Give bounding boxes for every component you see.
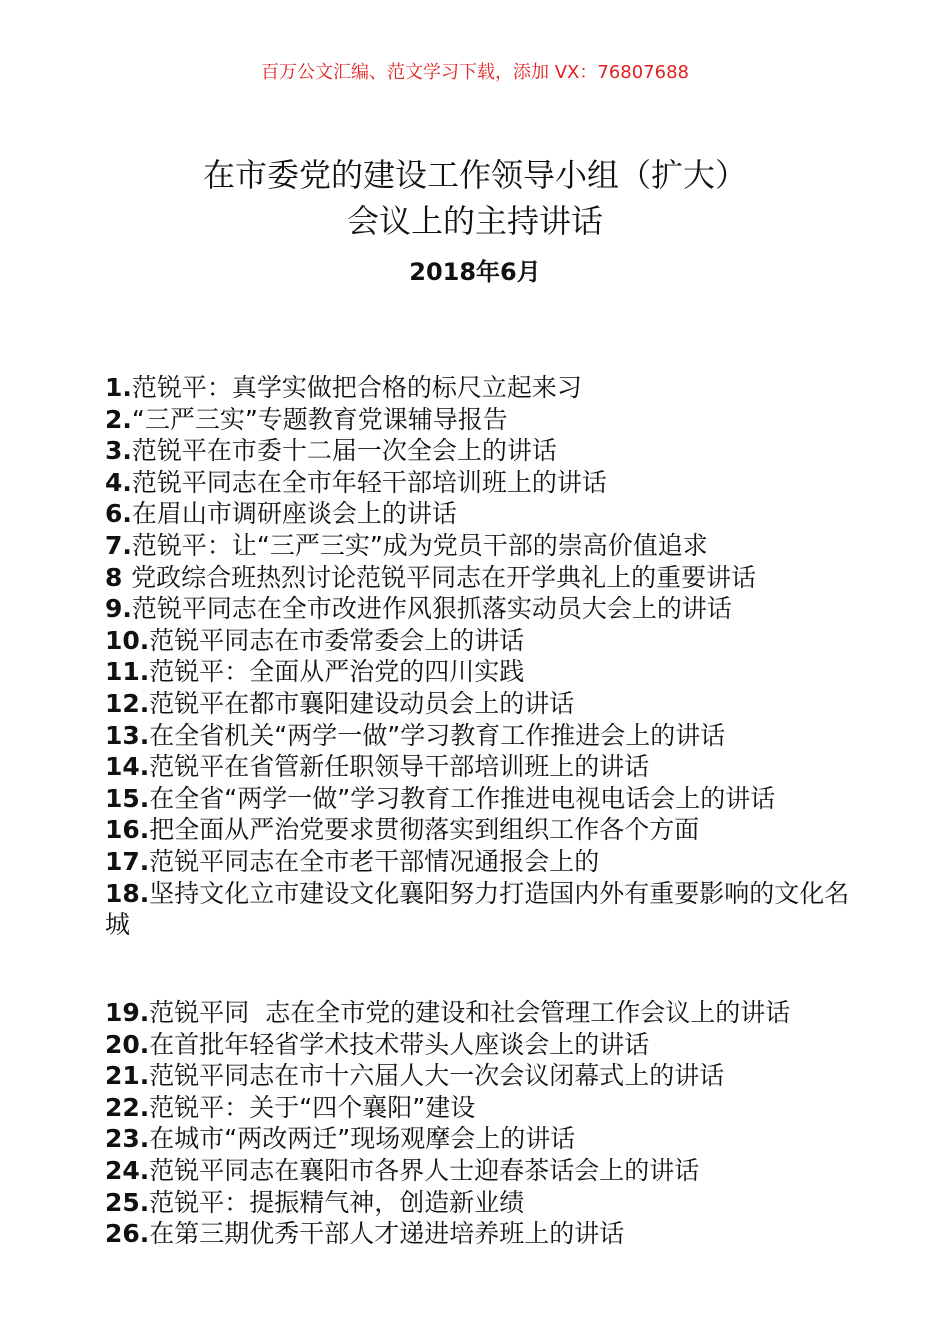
item-number: 14. bbox=[105, 752, 150, 782]
item-number: 12. bbox=[105, 688, 150, 718]
header-note: 百万公文汇编、范文学习下载，添加 VX：76807688 bbox=[261, 62, 689, 83]
item-title: 在第三期优秀干部人才递进培养班上的讲话 bbox=[149, 1219, 625, 1249]
list-item bbox=[105, 656, 853, 688]
item-title: 把全面从严治党要求贯彻落实到组织工作各个方面 bbox=[149, 815, 700, 845]
list-item bbox=[105, 688, 853, 720]
list-item bbox=[105, 467, 853, 499]
item-title: 在眉山市调研座谈会上的讲话 bbox=[131, 499, 457, 529]
item-title: 范锐平同志在全市老干部情况通报会上的 bbox=[149, 846, 600, 876]
item-number: 21. bbox=[105, 1061, 150, 1091]
item-title: 坚持文化立市建设文化襄阳努力打造国内外有重要影响的文化名城 bbox=[105, 878, 850, 940]
list-item bbox=[105, 814, 853, 846]
item-number: 4. bbox=[105, 467, 132, 497]
item-title: 范锐平在都市襄阳建设动员会上的讲话 bbox=[149, 688, 575, 718]
item-number: 16. bbox=[105, 815, 150, 845]
list-item bbox=[105, 625, 853, 657]
item-number: 17. bbox=[105, 846, 150, 876]
title-line-1: 在市委党的建设工作领导小组（扩大） bbox=[202, 156, 747, 194]
item-number: 25. bbox=[105, 1187, 150, 1217]
item-number: 15. bbox=[105, 783, 150, 813]
list-item bbox=[105, 435, 853, 467]
item-number: 26. bbox=[105, 1219, 150, 1249]
item-title: 范锐平：真学实做把合格的标尺立起来习 bbox=[131, 373, 582, 402]
title-line-2: 会议上的主持讲话 bbox=[346, 202, 603, 240]
list-item bbox=[105, 1092, 853, 1124]
item-title: 在城市“两改两迁”现场观摩会上的讲话 bbox=[149, 1124, 576, 1154]
item-number: 1. bbox=[105, 373, 132, 402]
item-title: 范锐平同 志在全市党的建设和社会管理工作会议上的讲话 bbox=[149, 998, 791, 1027]
list-item bbox=[105, 997, 853, 1029]
item-title: 在首批年轻省学术技术带头人座谈会上的讲话 bbox=[149, 1029, 650, 1059]
list-item bbox=[105, 751, 853, 783]
list-item bbox=[105, 372, 853, 404]
item-number: 11. bbox=[105, 657, 150, 687]
list-item bbox=[105, 1187, 853, 1219]
list-item bbox=[105, 593, 853, 625]
list-item bbox=[105, 878, 853, 941]
item-title: 范锐平：让“三严三实”成为党员干部的崇高价值追求 bbox=[131, 530, 708, 560]
item-title: 范锐平在市委十二届一次全会上的讲话 bbox=[131, 436, 557, 466]
list-item bbox=[105, 1123, 853, 1155]
item-number: 24. bbox=[105, 1155, 150, 1185]
item-number: 18. bbox=[105, 878, 150, 908]
list-item bbox=[105, 530, 853, 562]
item-number: 2. bbox=[105, 404, 132, 434]
item-number: 22. bbox=[105, 1092, 150, 1122]
item-title: 党政综合班热烈讨论范锐平同志在开学典礼上的重要讲话 bbox=[131, 562, 757, 592]
article-list-part-1 bbox=[105, 372, 853, 941]
item-title: “三严三实”专题教育党课辅导报告 bbox=[131, 404, 508, 434]
item-title: 范锐平：全面从严治党的四川实践 bbox=[149, 657, 525, 687]
item-number: 10. bbox=[105, 625, 150, 655]
list-item bbox=[105, 783, 853, 815]
item-number: 19. bbox=[105, 998, 150, 1027]
document-title bbox=[0, 152, 950, 244]
item-title: 范锐平在省管新任职领导干部培训班上的讲话 bbox=[149, 752, 650, 782]
list-item bbox=[105, 1218, 853, 1250]
item-title: 范锐平：关于“四个襄阳”建设 bbox=[149, 1092, 476, 1122]
item-number: 23. bbox=[105, 1124, 150, 1154]
item-number: 3. bbox=[105, 436, 132, 466]
item-title: 范锐平同志在全市年轻干部培训班上的讲话 bbox=[131, 467, 607, 497]
list-item bbox=[105, 1060, 853, 1092]
item-title: 范锐平同志在市委常委会上的讲话 bbox=[149, 625, 525, 655]
item-title: 在全省机关“两学一做”学习教育工作推进会上的讲话 bbox=[149, 720, 726, 750]
item-title: 在全省“两学一做”学习教育工作推进电视电话会上的讲话 bbox=[149, 783, 776, 813]
item-number: 13. bbox=[105, 720, 150, 750]
list-item bbox=[105, 562, 853, 594]
list-item bbox=[105, 846, 853, 878]
item-number: 20. bbox=[105, 1029, 150, 1059]
list-item bbox=[105, 498, 853, 530]
item-number: 8 bbox=[105, 562, 132, 592]
list-item bbox=[105, 1155, 853, 1187]
item-number: 9. bbox=[105, 594, 132, 624]
item-title: 范锐平同志在市十六届人大一次会议闭幕式上的讲话 bbox=[149, 1061, 725, 1091]
article-list-part-2 bbox=[105, 997, 853, 1250]
item-title: 范锐平同志在全市改进作风狠抓落实动员大会上的讲话 bbox=[131, 594, 732, 624]
list-item bbox=[105, 1029, 853, 1061]
list-item bbox=[105, 404, 853, 436]
item-number: 7. bbox=[105, 530, 132, 560]
item-number: 6. bbox=[105, 499, 132, 529]
document-date: 2018年6月 bbox=[409, 258, 541, 286]
item-title: 范锐平同志在襄阳市各界人士迎春茶话会上的讲话 bbox=[149, 1155, 700, 1185]
list-item bbox=[105, 720, 853, 752]
item-title: 范锐平：提振精气神，创造新业绩 bbox=[149, 1187, 525, 1217]
